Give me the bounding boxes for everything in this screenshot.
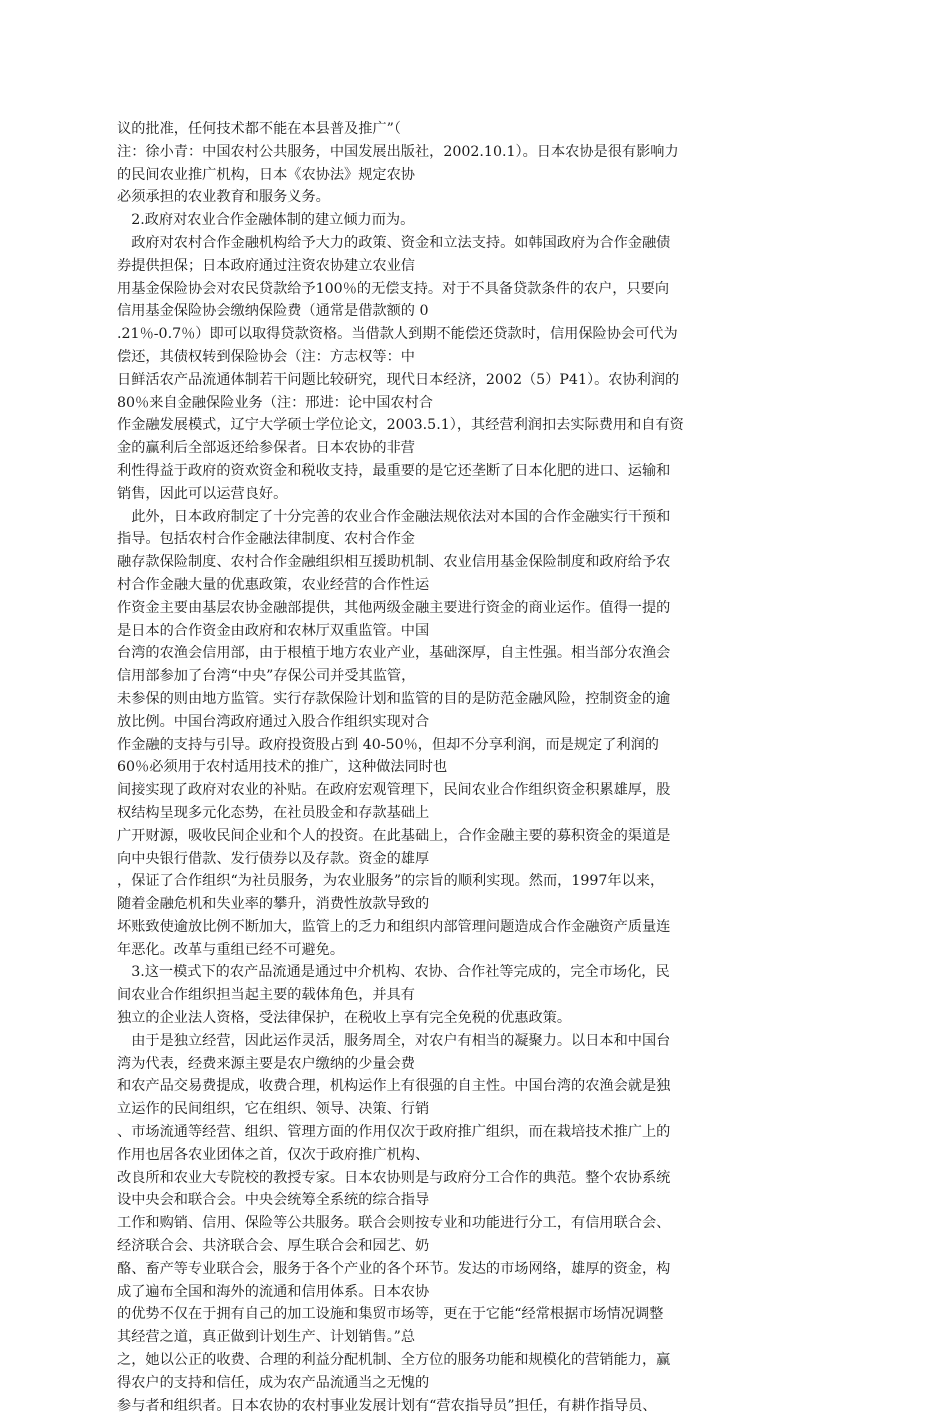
text-line: 村合作金融大量的优惠政策，农业经营的合作性运 bbox=[117, 576, 430, 593]
text-line: 随着金融危机和失业率的攀升，消费性放款导致的 bbox=[117, 896, 430, 913]
text-line: 之，她以公正的收费、合理的利益分配机制、全方位的服务功能和规模化的营销能力，赢 bbox=[117, 1352, 671, 1369]
text-line: 间接实现了政府对农业的补贴。在政府宏观管理下，民间农业合作组织资金积累雄厚，股 bbox=[117, 782, 671, 799]
text-line: 注：徐小青：中国农村公共服务，中国发展出版社，2002.10.1）。日本农协是很有影响力 bbox=[117, 143, 679, 160]
text-line: 用基金保险协会对农民贷款给予100％的无偿支持。对于不具备贷款条件的农户，只要向 bbox=[117, 280, 670, 297]
text-line: 指导。包括农村合作金融法律制度、农村合作金 bbox=[117, 531, 415, 548]
text-line: 台湾的农渔会信用部，由于根植于地方农业产业，基础深厚，自主性强。相当部分农渔会 bbox=[117, 645, 671, 662]
text-line: 由于是独立经营，因此运作灵活，服务周全，对农户有相当的凝聚力。以日本和中国台 bbox=[117, 1032, 671, 1049]
text-line: 向中央银行借款、发行债券以及存款。资金的雄厚 bbox=[117, 850, 430, 867]
text-line: 独立的企业法人资格，受法律保护，在税收上享有完全免税的优惠政策。 bbox=[117, 1010, 572, 1027]
text-line: 成了遍布全国和海外的流通和信用体系。日本农协 bbox=[117, 1283, 430, 1300]
text-line: 广开财源，吸收民间企业和个人的投资。在此基础上，合作金融主要的募积资金的渠道是 bbox=[117, 827, 671, 844]
text-line: 的民间农业推广机构，日本《农协法》规定农协 bbox=[117, 166, 415, 183]
text-line: 间农业合作组织担当起主要的载体角色，并具有 bbox=[117, 987, 415, 1004]
text-line: 其经营之道，真正做到计划生产、计划销售。”总 bbox=[117, 1329, 416, 1346]
text-line: 是日本的合作资金由政府和农林厅双重监管。中国 bbox=[117, 622, 430, 639]
text-line: 坏账致使逾放比例不断加大，监管上的乏力和组织内部管理问题造成合作金融资产质量连 bbox=[117, 918, 671, 935]
text-line: 参与者和组织者。日本农协的农村事业发展计划有“营农指导员”担任，有耕作指导员、 bbox=[117, 1397, 657, 1414]
text-line: 政府对农村合作金融机构给予大力的政策、资金和立法支持。如韩国政府为合作金融债 bbox=[117, 234, 671, 251]
text-line: 经济联合会、共济联合会、厚生联合会和园艺、奶 bbox=[117, 1238, 430, 1255]
text-line: 80％来自金融保险业务（注：邢进：论中国农村合 bbox=[117, 394, 433, 411]
text-line: 改良所和农业大专院校的教授专家。日本农协则是与政府分工合作的典范。整个农协系统 bbox=[117, 1169, 671, 1186]
text-line: 必须承担的农业教育和服务义务。 bbox=[117, 189, 330, 206]
text-line: 放比例。中国台湾政府通过入股合作组织实现对合 bbox=[117, 713, 430, 730]
text-line: 立运作的民间组织，它在组织、领导、决策、行销 bbox=[117, 1101, 430, 1118]
text-line: 信用基金保险协会缴纳保险费（通常是借款额的 0 bbox=[117, 303, 429, 320]
text-line: 日鲜活农产品流通体制若干问题比较研究，现代日本经济，2002（5）P41）。农协利润的 bbox=[117, 371, 680, 388]
text-line: 偿还，其债权转到保险协会（注：方志权等：中 bbox=[117, 348, 415, 365]
text-line: 2.政府对农业合作金融体制的建立倾力而为。 bbox=[117, 212, 415, 229]
text-line: 金的赢利后全部返还给参保者。日本农协的非营 bbox=[117, 440, 415, 457]
text-line: 作金融发展模式，辽宁大学硕士学位论文，2003.5.1），其经营利润扣去实际费用和自有资 bbox=[117, 417, 684, 434]
text-line: .21％-0.7％）即可以取得贷款资格。当借款人到期不能偿还贷款时，信用保险协会可代为 bbox=[117, 326, 678, 343]
text-line: 未参保的则由地方监管。实行存款保险计划和监管的目的是防范金融风险，控制资金的逾 bbox=[117, 690, 671, 707]
text-line: 作用也居各农业团体之首，仅次于政府推广机构、 bbox=[117, 1146, 430, 1163]
document-body bbox=[117, 118, 809, 1417]
text-line: 此外，日本政府制定了十分完善的农业合作金融法规依法对本国的合作金融实行干预和 bbox=[117, 508, 671, 525]
text-line: 权结构呈现多元化态势，在社员股金和存款基础上 bbox=[117, 804, 430, 821]
text-line: 、市场流通等经营、组织、管理方面的作用仅次于政府推广组织，而在栽培技术推广上的 bbox=[117, 1124, 671, 1141]
text-line: 年恶化。改革与重组已经不可避免。 bbox=[117, 941, 345, 958]
text-line: 的优势不仅在于拥有自己的加工设施和集贸市场等，更在于它能“经常根据市场情况调整 bbox=[117, 1306, 664, 1323]
text-line: 利性得益于政府的资欢资金和税收支持，最重要的是它还垄断了日本化肥的进口、运输和 bbox=[117, 462, 671, 479]
text-line: 60％必须用于农村适用技术的推广，这种做法同时也 bbox=[117, 759, 448, 776]
text-line: 湾为代表，经费来源主要是农户缴纳的少量会费 bbox=[117, 1055, 415, 1072]
text-line: 作金融的支持与引导。政府投资股占到 40-50％，但却不分享利润，而是规定了利润的 bbox=[117, 736, 659, 753]
text-line: 议的批准，任何技术都不能在本县普及推广”（ bbox=[117, 121, 401, 137]
text-line: 工作和购销、信用、保险等公共服务。联合会则按专业和功能进行分工，有信用联合会、 bbox=[117, 1215, 671, 1232]
text-line: 3.这一模式下的农产品流通是通过中介机构、农协、合作社等完成的，完全市场化，民 bbox=[117, 964, 670, 981]
text-line: 券提供担保；日本政府通过注资农协建立农业信 bbox=[117, 257, 415, 274]
text-line: ，保证了合作组织“为社员服务，为农业服务”的宗旨的顺利实现。然而，1997年以来， bbox=[117, 873, 665, 890]
text-line: 信用部参加了台湾“中央”存保公司并受其监管， bbox=[117, 668, 416, 685]
text-line: 作资金主要由基层农协金融部提供，其他两级金融主要进行资金的商业运作。值得一提的 bbox=[117, 599, 671, 616]
text-line: 融存款保险制度、农村合作金融组织相互援助机制、农业信用基金保险制度和政府给予农 bbox=[117, 554, 671, 571]
text-line: 销售，因此可以运营良好。 bbox=[117, 485, 288, 502]
text-line: 和农产品交易费提成，收费合理，机构运作上有很强的自主性。中国台湾的农渔会就是独 bbox=[117, 1078, 671, 1095]
text-line: 设中央会和联合会。中央会统筹全系统的综合指导 bbox=[117, 1192, 430, 1209]
text-line: 酪、畜产等专业联合会，服务于各个产业的各个环节。发达的市场网络，雄厚的资金，构 bbox=[117, 1260, 671, 1277]
text-line: 得农户的支持和信任，成为农产品流通当之无愧的 bbox=[117, 1374, 430, 1391]
